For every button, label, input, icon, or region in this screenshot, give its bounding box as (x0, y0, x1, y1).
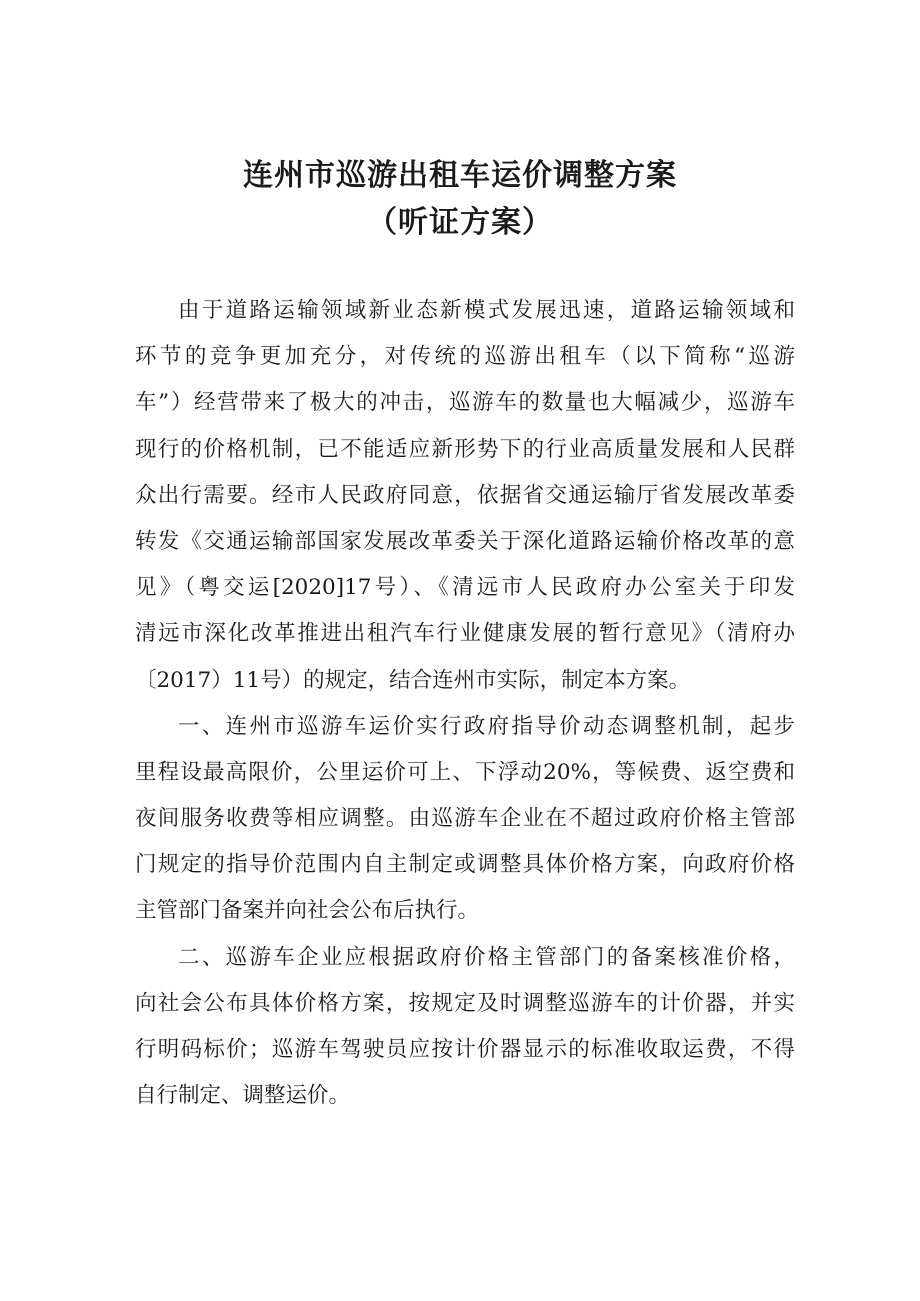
paragraph-line: 二、巡游车企业应根据政府价格主管部门的备案核准价格， (178, 944, 795, 970)
paragraph-line: 转发《交通运输部国家发展改革委关于深化道路运输价格改革的意 (135, 528, 795, 554)
paragraph-line: 车”）经营带来了极大的冲击，巡游车的数量也大幅减少，巡游车 (135, 390, 795, 416)
document-body (135, 288, 795, 1119)
paragraph-line: 由于道路运输领域新业态新模式发展迅速，道路运输领域和 (178, 298, 795, 323)
paragraph-line: 一、连州市巡游车运价实行政府指导价动态调整机制，起步 (178, 713, 795, 739)
paragraph-line: 众出行需要。经市人民政府同意，依据省交通运输厅省发展改革委 (135, 482, 795, 508)
paragraph-line: 现行的价格机制，已不能适应新形势下的行业高质量发展和人民群 (135, 436, 795, 462)
document-title: 连州市巡游出租车运价调整方案 (243, 158, 677, 193)
paragraph-line: 主管部门备案并向社会公布后执行。 (135, 898, 480, 924)
paragraph-line: 夜间服务收费等相应调整。由巡游车企业在不超过政府价格主管部 (135, 806, 795, 832)
paragraph-line: 〔2017）11号）的规定，结合连州市实际，制定本方案。 (135, 667, 691, 693)
paragraph-line: 门规定的指导价范围内自主制定或调整具体价格方案，向政府价格 (135, 852, 795, 878)
paragraph-line: 里程设最高限价，公里运价可上、下浮动20%，等候费、返空费和 (135, 759, 795, 785)
paragraph-line: 向社会公布具体价格方案，按规定及时调整巡游车的计价器，并实 (135, 990, 795, 1016)
document-subtitle: （听证方案） (367, 205, 553, 240)
paragraph-line: 见》（粤交运[2020]17号）、《清远市人民政府办公室关于印发 (135, 575, 795, 601)
paragraph-line: 自行制定、调整运价。 (135, 1083, 351, 1109)
paragraph-line: 环节的竞争更加充分，对传统的巡游出租车（以下简称“巡游 (135, 344, 795, 370)
paragraph-line: 行明码标价；巡游车驾驶员应按计价器显示的标准收取运费，不得 (135, 1037, 795, 1062)
paragraph-intro (135, 288, 795, 704)
paragraph-section-two (135, 935, 795, 1120)
paragraph-section-one (135, 704, 795, 935)
paragraph-line: 清远市深化改革推进出租汽车行业健康发展的暂行意见》（清府办 (135, 621, 795, 647)
